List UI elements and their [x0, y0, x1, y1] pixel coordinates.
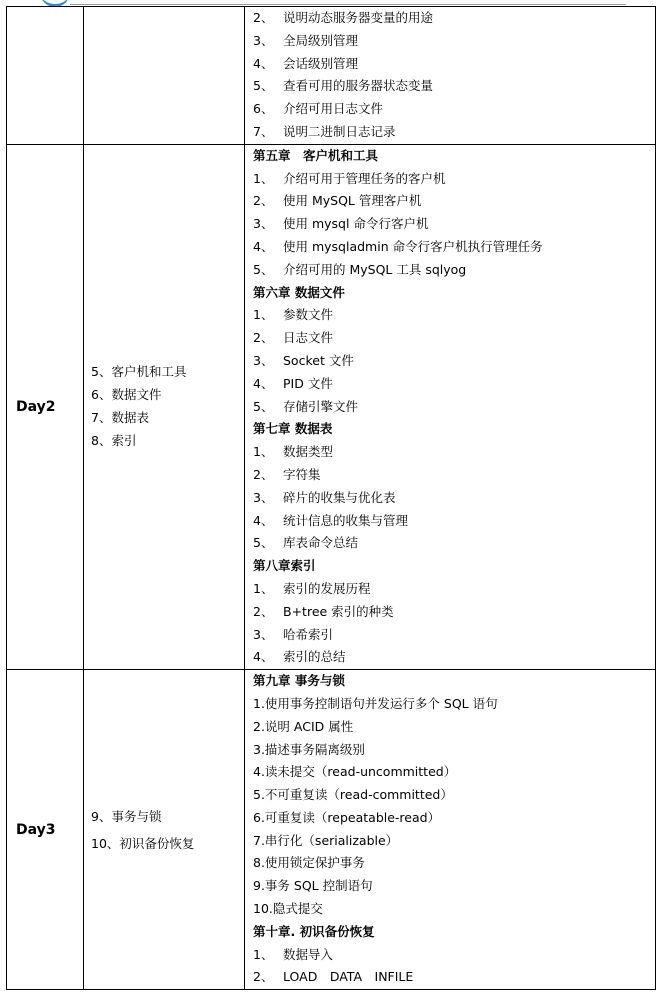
item-text: 查看可用的服务器状态变量 [283, 78, 434, 94]
detail-item [245, 510, 655, 533]
item-number: 2、 [253, 330, 274, 346]
item-number: 5、 [253, 261, 274, 277]
detail-item [245, 441, 655, 464]
detail-item [245, 373, 655, 396]
item-text: 数据导入 [283, 946, 334, 962]
schedule-row [7, 7, 656, 145]
item-number: 6、 [253, 101, 274, 117]
item-number: 1、 [253, 946, 274, 962]
item-number: 2、 [253, 466, 274, 482]
detail-item [245, 168, 655, 191]
topic-item: 10、初识备份恢复 [91, 835, 195, 851]
item-text: 索引的总结 [283, 649, 346, 665]
item-text: 参数文件 [283, 307, 334, 323]
detail-item [245, 327, 655, 350]
item-text: 使用 mysql 命令行客户机 [283, 216, 429, 232]
item-text: 6.可重复读（repeatable-read） [253, 809, 441, 825]
chapter-heading: 第五章 客户机和工具 [253, 147, 379, 163]
detail-item [245, 190, 655, 213]
item-text: 哈希索引 [283, 626, 334, 642]
schedule-row [7, 144, 656, 669]
item-text: 2.说明 ACID 属性 [253, 718, 354, 734]
details-cell [245, 144, 656, 669]
topic-item: 9、事务与锁 [91, 808, 162, 824]
item-number: 3、 [253, 32, 274, 48]
day-cell [7, 7, 84, 145]
detail-item [245, 121, 655, 144]
item-text: B+tree 索引的种类 [283, 603, 394, 619]
item-number: 2、 [253, 603, 274, 619]
item-text: 存储引擎文件 [283, 398, 359, 414]
detail-item [245, 75, 655, 98]
item-text: 使用 MySQL 管理客户机 [283, 193, 422, 209]
item-text: 8.使用锁定保护事务 [253, 855, 365, 871]
chapter-heading: 第八章索引 [253, 558, 316, 574]
item-text: 全局级别管理 [283, 32, 359, 48]
topics-cell [84, 7, 245, 145]
item-text: 7.串行化（serializable） [253, 832, 399, 848]
detail-item [245, 259, 655, 282]
detail-item [245, 464, 655, 487]
detail-item [245, 98, 655, 121]
item-number: 3、 [253, 352, 274, 368]
item-text: 索引的发展历程 [283, 580, 371, 596]
topic-item: 7、数据表 [91, 409, 149, 425]
item-text: PID 文件 [283, 375, 333, 391]
day-cell: Day2 [7, 144, 84, 669]
item-text: 说明动态服务器变量的用途 [283, 10, 434, 25]
item-text: 10.隐式提交 [253, 901, 323, 917]
item-number: 5、 [253, 78, 274, 94]
item-number: 3、 [253, 626, 274, 642]
detail-item [245, 739, 655, 762]
item-number: 2、 [253, 193, 274, 209]
detail-item [245, 875, 655, 898]
detail-item [245, 578, 655, 601]
detail-item [245, 350, 655, 373]
item-number: 4、 [253, 512, 274, 528]
topic-item: 5、客户机和工具 [91, 364, 187, 380]
item-text: 会话级别管理 [283, 55, 359, 71]
item-text: 日志文件 [283, 330, 334, 346]
chapter-heading: 第六章 数据文件 [253, 284, 345, 300]
detail-item [245, 601, 655, 624]
detail-item [245, 807, 655, 830]
detail-item [245, 532, 655, 555]
detail-item [245, 646, 655, 669]
item-text: 5.不可重复读（read-committed） [253, 787, 453, 803]
item-text: 9.事务 SQL 控制语句 [253, 878, 373, 894]
item-text: 介绍可用日志文件 [283, 101, 384, 117]
detail-item [245, 30, 655, 53]
item-text: 使用 mysqladmin 命令行客户机执行管理任务 [283, 238, 543, 254]
item-text: 介绍可用于管理任务的客户机 [283, 170, 446, 186]
item-text: LOAD DATA INFILE [283, 969, 414, 985]
detail-item [245, 716, 655, 739]
detail-item [245, 944, 655, 967]
details-cell [245, 7, 656, 145]
detail-item [245, 487, 655, 510]
detail-item [245, 236, 655, 259]
item-number: 4、 [253, 238, 274, 254]
detail-item [245, 830, 655, 853]
schedule-row [7, 670, 656, 990]
detail-item [245, 213, 655, 236]
item-text: 字符集 [283, 466, 321, 482]
details-cell [245, 670, 656, 990]
detail-item [245, 624, 655, 647]
detail-item [245, 898, 655, 921]
day-cell: Day3 [7, 670, 84, 990]
item-text: 4.读未提交（read-uncommitted） [253, 764, 457, 780]
topic-item: 6、数据文件 [91, 387, 162, 403]
detail-item [245, 396, 655, 419]
item-text: 1.使用事务控制语句并发运行多个 SQL 语句 [253, 695, 498, 711]
item-text: 数据类型 [283, 444, 334, 460]
header-rule [70, 4, 626, 5]
topics-cell [84, 144, 245, 669]
item-number: 1、 [253, 307, 274, 323]
item-text: 3.描述事务隔离级别 [253, 741, 365, 757]
detail-item [245, 304, 655, 327]
item-number: 3、 [253, 216, 274, 232]
item-text: 统计信息的收集与管理 [283, 512, 409, 528]
course-schedule-table [6, 6, 656, 990]
chapter-heading: 第七章 数据表 [253, 421, 333, 437]
item-number: 5、 [253, 535, 274, 551]
item-number: 7、 [253, 123, 274, 139]
chapter-heading: 第九章 事务与锁 [253, 673, 345, 689]
detail-item [245, 852, 655, 875]
item-text: Socket 文件 [283, 352, 354, 368]
item-number: 1、 [253, 444, 274, 460]
item-number: 1、 [253, 170, 274, 186]
item-text: 介绍可用的 MySQL 工具 sqlyog [283, 261, 467, 277]
item-text: 库表命令总结 [283, 535, 359, 551]
detail-item [245, 693, 655, 716]
detail-item [245, 761, 655, 784]
detail-item [245, 784, 655, 807]
item-number: 5、 [253, 398, 274, 414]
item-number: 2、 [253, 969, 274, 985]
item-number: 4、 [253, 375, 274, 391]
item-number: 1、 [253, 580, 274, 596]
item-number: 4、 [253, 649, 274, 665]
topics-cell [84, 670, 245, 990]
item-number: 2、 [253, 10, 274, 25]
item-text: 说明二进制日志记录 [283, 123, 396, 139]
item-text: 碎片的收集与优化表 [283, 489, 396, 505]
chapter-heading: 第十章. 初识备份恢复 [253, 923, 375, 939]
detail-item [245, 53, 655, 76]
item-number: 4、 [253, 55, 274, 71]
detail-item [245, 7, 655, 30]
topic-item: 8、索引 [91, 432, 137, 448]
detail-item [245, 966, 655, 989]
item-number: 3、 [253, 489, 274, 505]
